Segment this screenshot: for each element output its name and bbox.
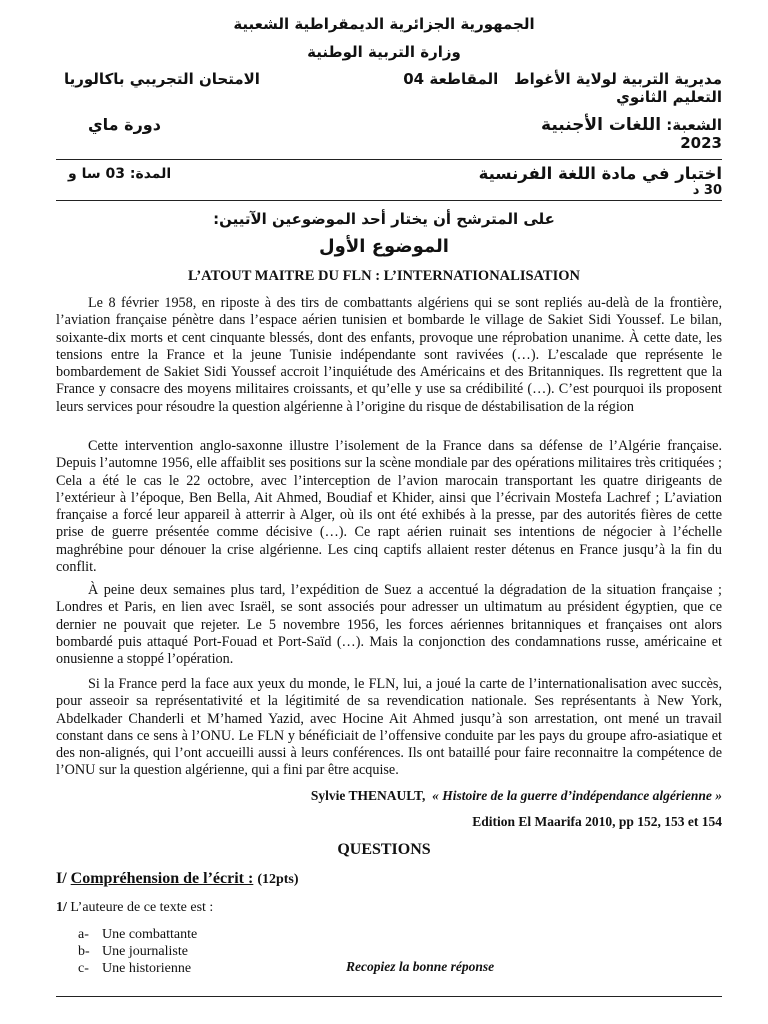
paragraph-2: Cette intervention anglo-saxonne illustre l’isolement de la France dans sa défense de l’Algérie française. Depuis l’automne 1956, elle affaiblit ses positions sur la scène mondiale par des opérations militaires très critiquées ; Cela a été le cas le 22 octobre, avec l’interception de l’avion marocain transportant les quatre dirigeants de l’extérieur à l’époque, Ben Bella, Ait Ahmed, Boudiaf et Khider, ainsi que l’écrivain Mostefa Lachref ; L’aviation française a forcé leur appareil à atterrir à Alger, où ils ont été exhibés à la presse, par des autorités fières de cette prise de guerre présentée comme décisive (…). Ce rapt aérien ruinait ses intentions de négocier à l’échelle maghrébine pour dénouer la crise algérienne. Les cinq captifs allaient rester détenus en France jusqu’à la fin du conflit. bbox=[56, 438, 722, 576]
subject-heading: الموضوع الأول bbox=[319, 236, 449, 257]
questions-heading: QUESTIONS bbox=[337, 841, 431, 858]
option-label: Une journaliste bbox=[102, 944, 188, 959]
duration-caption: المدة: bbox=[129, 166, 172, 182]
ministry-header: وزارة التربية الوطنية bbox=[307, 43, 461, 61]
paragraph-4: Si la France perd la face aux yeux du monde, le FLN, lui, a joué la carte de l’internationalisation avec succès, pour asseoir sa représentativité et la légitimité de sa revendication nationale. Ses représentants à New York, Abdelkader Chanderli et M’hamed Yazid, avec Hocine Ait Ahmed jusqu’à son arrestation, ont mené un travail constant dans ce sens à l’ONU. Le FLN y bénéficiait de l’offensive conduite par les pays du groupe afro-asiatique et des non-alignés, qui l’ont accueilli aussi à leurs conférences. Ils ont bataillé pour faire reconnaitre la compétence de l’ONU sur la question algérienne, qui a fini par être acquise. bbox=[56, 676, 722, 779]
option-b bbox=[78, 943, 197, 960]
source-edition: Edition El Maarifa 2010, pp 152, 153 et 154 bbox=[472, 814, 722, 829]
session-label: دورة ماي bbox=[88, 115, 161, 134]
option-a bbox=[78, 926, 197, 943]
reading-text bbox=[56, 295, 722, 416]
option-label: Une combattante bbox=[102, 927, 198, 942]
option-marker: b- bbox=[78, 944, 90, 959]
question-1 bbox=[56, 900, 213, 916]
section-number: I/ bbox=[56, 870, 67, 887]
stream-block bbox=[541, 115, 722, 135]
exam-type-label: الامتحان التجريبي باكالوريا bbox=[64, 70, 260, 88]
section-points: (12pts) bbox=[257, 872, 299, 887]
option-marker: a- bbox=[78, 927, 89, 942]
question-1-text: L’auteure de ce texte est : bbox=[70, 900, 214, 915]
paragraph-1: Le 8 février 1958, en riposte à des tirs de combattants algériens qui se sont repliés au-delà de la frontière, l’aviation française pénètre dans l’espace aérien tunisien et bombarde le village de Sakiet Sidi Youssef. Le bilan, soixante-dix morts et cent cinquante blessés, dont des enfants, provoque une réprobation unanime. À cette date, les tensions entre la France et la jeune Tunisie indépendante sont ravivées (…). L’escalade que représente le bombardement de Sakiet Sidi Youssef accroit l’inquiétude des Américains et des Britanniques. Ils regrettent que la France y consacre des moyens militaires croissants, et qu’elle y use sa crédibilité (…). C’est pourquoi ils proposent leurs services pour résoudre la question algérienne à l’origine du risque de déstabilisation de la région bbox=[56, 295, 722, 415]
source-author: Sylvie THENAULT, bbox=[310, 788, 426, 803]
exam-title: اختبار في مادة اللغة الفرنسية bbox=[478, 164, 722, 183]
footer-divider bbox=[56, 996, 722, 997]
level-label: التعليم الثانوي bbox=[616, 88, 722, 106]
duration-value: 03 سا و bbox=[68, 166, 125, 182]
question-1-number: 1/ bbox=[56, 900, 67, 915]
duration-block bbox=[68, 166, 171, 182]
reading-text-2 bbox=[56, 438, 722, 576]
district-label: المقاطعة 04 bbox=[403, 70, 499, 88]
paragraph-3: À peine deux semaines plus tard, l’expédition de Suez a accentué la dégradation de la situation française ; Londres et Paris, en lien avec Israël, se sont associés pour adresser un ultimatum au président égyptien, que ce dernier ne pouvait que rejeter. Le 5 novembre 1956, les forces aériennes britanniques et françaises ont alors bombardé puis attaqué Port-Fouad et Port-Saïd (…). Mais la conjonction des condamnations russe, américaine et onusienne a stoppé l’opération. bbox=[56, 582, 722, 668]
reading-text-4 bbox=[56, 676, 722, 780]
answer-options bbox=[78, 926, 197, 977]
stream-caption: الشعبة: bbox=[666, 116, 722, 134]
answer-hint: Recopiez la bonne réponse bbox=[346, 959, 495, 974]
directorate-label: مديرية التربية لولاية الأغواط bbox=[513, 70, 722, 88]
option-c bbox=[78, 960, 197, 977]
duration-minutes: 30 د bbox=[692, 183, 722, 198]
option-label: Une historienne bbox=[102, 961, 192, 976]
header-divider bbox=[56, 159, 722, 160]
reading-text-3 bbox=[56, 582, 722, 668]
text-title: L’ATOUT MAITRE DU FLN : L’INTERNATIONALISATION bbox=[188, 268, 580, 284]
instruction: على المترشح أن يختار أحد الموضوعين الآتيين: bbox=[213, 210, 555, 228]
stream-value: اللغات الأجنبية bbox=[541, 115, 662, 135]
title-divider bbox=[56, 200, 722, 201]
exam-year: 2023 bbox=[680, 134, 722, 152]
republic-header: الجمهورية الجزائرية الديمقراطية الشعبية bbox=[233, 15, 535, 33]
source-book: « Histoire de la guerre d’indépendance algérienne » bbox=[432, 788, 722, 803]
source-citation bbox=[311, 788, 722, 804]
directorate-block bbox=[403, 70, 722, 88]
option-marker: c- bbox=[78, 961, 89, 976]
section-title: Compréhension de l’écrit : bbox=[70, 870, 254, 887]
section-heading bbox=[56, 870, 299, 888]
